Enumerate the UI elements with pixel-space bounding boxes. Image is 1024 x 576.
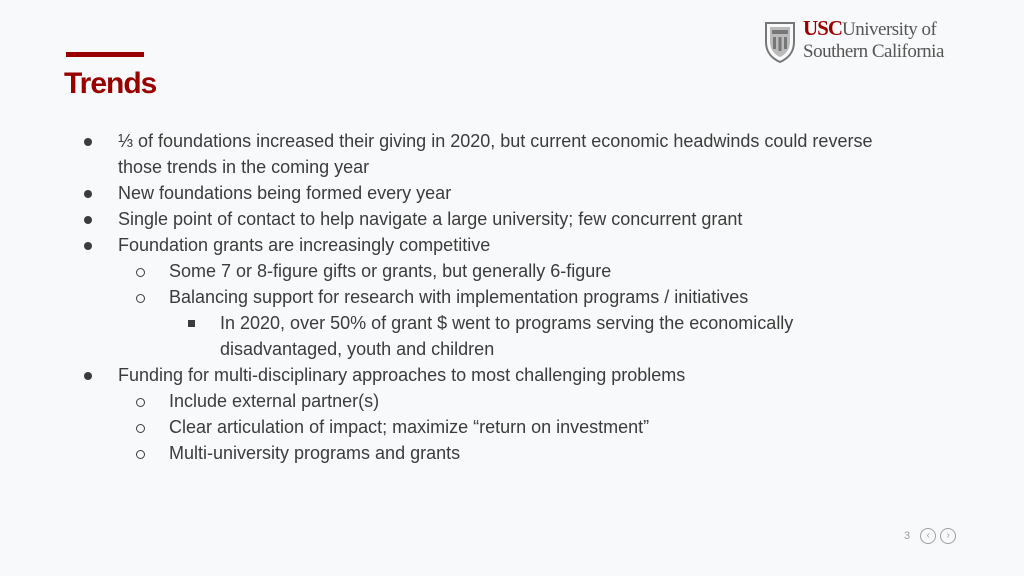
chevron-left-icon[interactable]: ‹ [920, 528, 936, 544]
bullet-text: Single point of contact to help navigate a large university; few concurrent grant [118, 209, 743, 229]
bullet-square-icon [184, 310, 198, 336]
list-item [0, 414, 1024, 440]
bullet-text: Include external partner(s) [169, 391, 380, 411]
page-number: 3 [904, 530, 911, 542]
list-item [0, 440, 1024, 466]
bullet-circle-icon [133, 440, 147, 466]
bullet-text: ⅓ of foundations increased their giving in 2020, but current economic headwinds could reverse those trends in the coming year [118, 131, 873, 177]
list-item [0, 362, 1024, 388]
list-item [0, 258, 1024, 284]
slide-pager [904, 527, 956, 545]
chevron-right-icon[interactable]: › [940, 528, 956, 544]
bullet-circle-icon [133, 388, 147, 414]
slide-title: Trends [64, 67, 157, 100]
bullet-list [0, 128, 1024, 466]
list-item [0, 232, 1024, 258]
title-accent-bar [66, 52, 144, 57]
bullet-circle-icon [133, 258, 147, 284]
list-item [0, 180, 1024, 206]
bullet-text: Some 7 or 8-figure gifts or grants, but generally 6-figure [169, 261, 612, 281]
bullet-text: New foundations being formed every year [118, 183, 452, 203]
bullet-circle-icon [133, 414, 147, 440]
bullet-dot-icon [81, 206, 95, 232]
bullet-text: Funding for multi-disciplinary approaches to most challenging problems [118, 365, 686, 385]
bullet-dot-icon [81, 232, 95, 258]
logo-line1: University of [842, 19, 937, 40]
bullet-circle-icon [133, 284, 147, 310]
list-item [0, 128, 1024, 180]
bullet-text: Multi-university programs and grants [169, 443, 461, 463]
bullet-dot-icon [81, 180, 95, 206]
usc-seal-icon [763, 20, 797, 64]
usc-logo [763, 18, 963, 66]
logo-brand: USC [803, 16, 843, 40]
list-item [0, 388, 1024, 414]
bullet-dot-icon [81, 128, 95, 154]
list-item [0, 284, 1024, 310]
bullet-text: Clear articulation of impact; maximize “return on investment” [169, 417, 650, 437]
logo-line2: Southern California [803, 41, 944, 62]
bullet-text: Foundation grants are increasingly competitive [118, 235, 491, 255]
bullet-dot-icon [81, 362, 95, 388]
bullet-text: In 2020, over 50% of grant $ went to programs serving the economically disadvantaged, youth and children [220, 313, 794, 359]
bullet-text: Balancing support for research with implementation programs / initiatives [169, 287, 749, 307]
list-item [0, 206, 1024, 232]
list-item [0, 310, 1024, 362]
